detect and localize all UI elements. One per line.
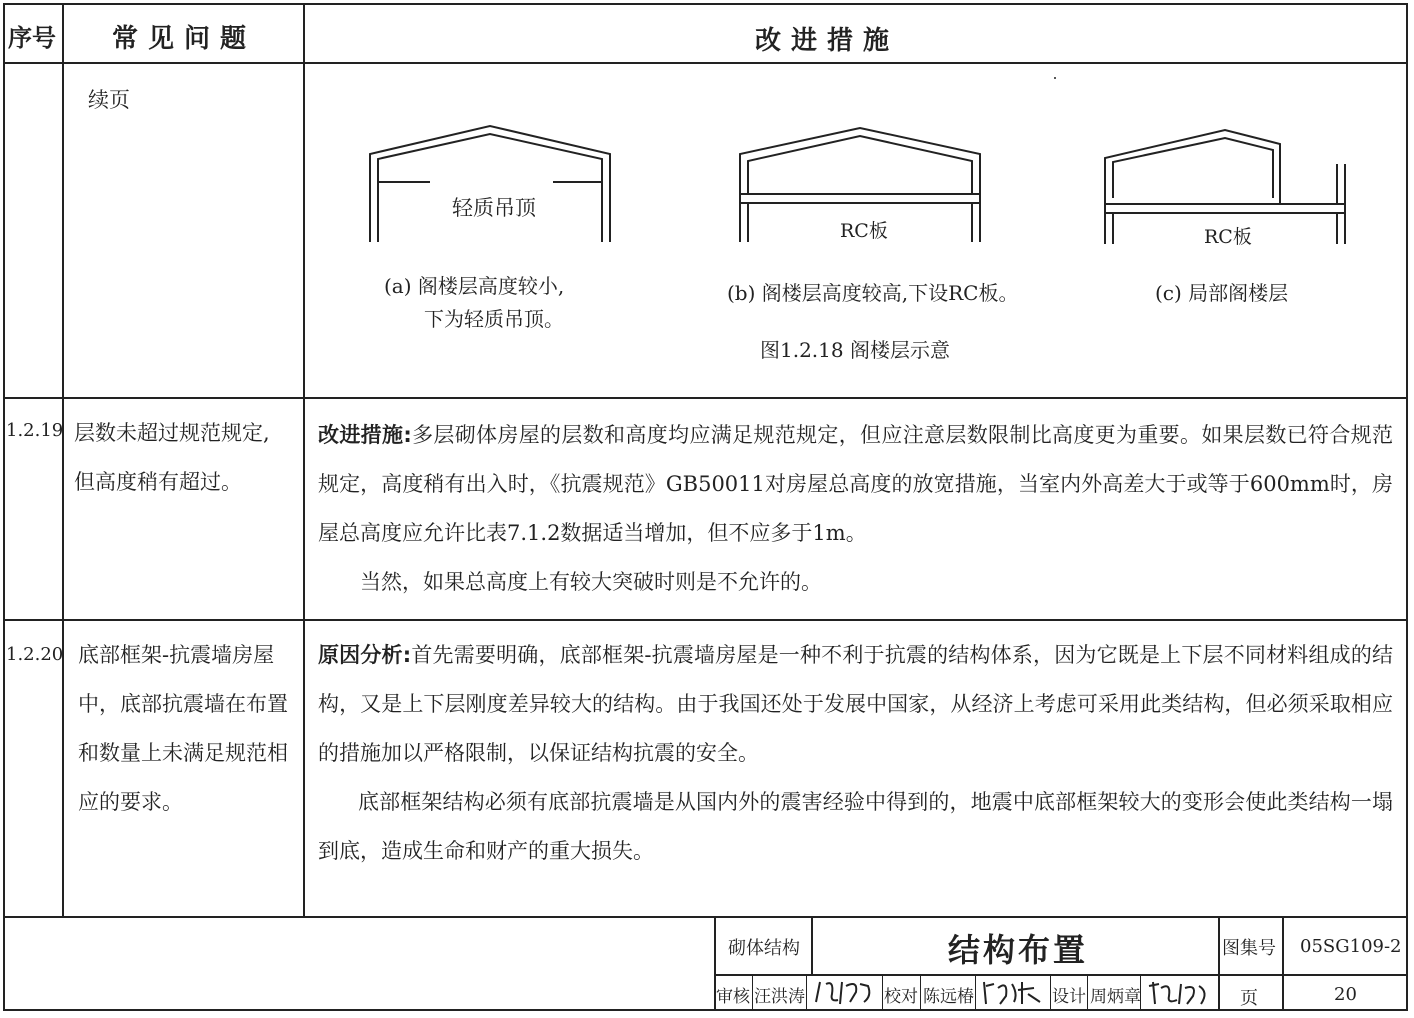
row1-problem-text: 续页 [88, 88, 130, 112]
row3-problem-line1: 底部框架-抗震墙房屋 [78, 643, 275, 667]
figure-a-caption-line1: (a) 阁楼层高度较小, [384, 274, 565, 298]
figure-title: 图1.2.18 阁楼层示意 [760, 338, 950, 362]
row3-measure-para2 [318, 778, 1393, 876]
header-col-no: 序号 [8, 24, 56, 52]
tb-review-name: 汪洪涛 [754, 987, 805, 1007]
tb-atlas-no-divider [1282, 916, 1284, 1010]
row2-measure-text: 多层砌体房屋的层数和高度均应满足规范规定，但应注意层数限制比高度更为重要。如果层数已符合规范规定，高度稍有出入时，《抗震规范》GB50011对房屋总高度的放宽措施，当室内外高差大于或等于600mm时，房屋总高度应允许比表7.1.2数据适当增加，但不应多于1m。 [318, 423, 1393, 545]
tb-sig-div1 [752, 974, 753, 1010]
row3-measure-lead: 原因分析: [318, 643, 412, 667]
row3-measure-text2: 底部框架结构必须有底部抗震墙是从国内外的震害经验中得到的，地震中底部框架较大的变形会使此类结构一塌到底，造成生命和财产的重大损失。 [318, 790, 1393, 863]
tb-design-signature [1143, 976, 1215, 1008]
row2-problem [74, 409, 300, 507]
tb-page-label: 页 [1240, 988, 1258, 1009]
table-bottom-line [3, 916, 1408, 918]
tb-review-label: 审核 [716, 987, 750, 1007]
row2-measure-para1 [318, 411, 1393, 558]
row2-problem-line2: 但高度稍有超过。 [74, 470, 242, 494]
tb-design-label: 设计 [1052, 987, 1086, 1007]
figure-c-label: RC板 [1204, 226, 1252, 248]
tb-sig-div4 [920, 974, 921, 1010]
row2-measure-lead: 改进措施: [318, 423, 412, 447]
tb-atlas-no: 05SG109-2 [1300, 936, 1402, 957]
tb-title: 结构布置 [948, 931, 1089, 969]
row3-problem [78, 631, 300, 827]
row3-problem-line3: 和数量上未满足规范相 [78, 741, 288, 765]
tb-sig-div2 [806, 974, 807, 1010]
figure-a-caption-line2: 下为轻质吊顶。 [424, 307, 564, 331]
frame-left [3, 3, 5, 1011]
tb-sig-div7 [1087, 974, 1088, 1010]
header-col-measure: 改进措施 [755, 26, 900, 56]
row2-bottom-line [3, 619, 1408, 621]
figure-b-caption: (b) 阁楼层高度较高,下设RC板。 [727, 281, 1019, 305]
tb-atlas-label: 图集号 [1222, 938, 1276, 959]
row1-bottom-line [3, 397, 1408, 399]
header-col-problem: 常见问题 [112, 24, 257, 54]
tb-review-signature [810, 976, 880, 1008]
tb-check-label: 校对 [884, 987, 918, 1007]
tb-page-no: 20 [1334, 984, 1357, 1005]
tb-cat-divider [811, 916, 813, 974]
row3-problem-line4: 应的要求。 [78, 790, 183, 814]
row3-measure-para1 [318, 631, 1393, 778]
row2-problem-line1: 层数未超过规范规定, [74, 421, 270, 445]
row2-number: 1.2.19 [6, 420, 64, 441]
figure-c-caption: (c) 局部阁楼层 [1155, 281, 1289, 305]
row3-problem-line2: 中，底部抗震墙在布置 [78, 692, 288, 716]
tb-sig-div5 [975, 974, 976, 1010]
tb-check-name: 陈远椿 [923, 987, 974, 1007]
figure-b-label: RC板 [840, 220, 888, 242]
row3-measure-text: 首先需要明确，底部框架-抗震墙房屋是一种不利于抗震的结构体系，因为它既是上下层不同材料组成的结构，又是上下层刚度差异较大的结构。由于我国还处于发展中国家，从经济上考虑可采用此类结构，但必须采取相应的措施加以严格限制，以保证结构抗震的安全。 [318, 643, 1394, 765]
row2-measure-para2: 当然，如果总高度上有较大突破时则是不允许的。 [360, 570, 822, 594]
tb-category: 砌体结构 [728, 938, 800, 959]
tb-design-name: 周炳章 [1090, 987, 1141, 1007]
tb-sig-div6 [1050, 974, 1051, 1010]
tb-sig-div3 [882, 974, 883, 1010]
frame-right [1406, 3, 1408, 1011]
col1-line [62, 3, 64, 917]
frame-bottom [3, 1009, 1408, 1011]
figure-a-label: 轻质吊顶 [452, 196, 536, 220]
tb-atlas-divider [1218, 916, 1220, 1010]
tb-check-signature [978, 976, 1048, 1008]
row3-number: 1.2.20 [6, 644, 64, 665]
frame-top [3, 3, 1408, 5]
